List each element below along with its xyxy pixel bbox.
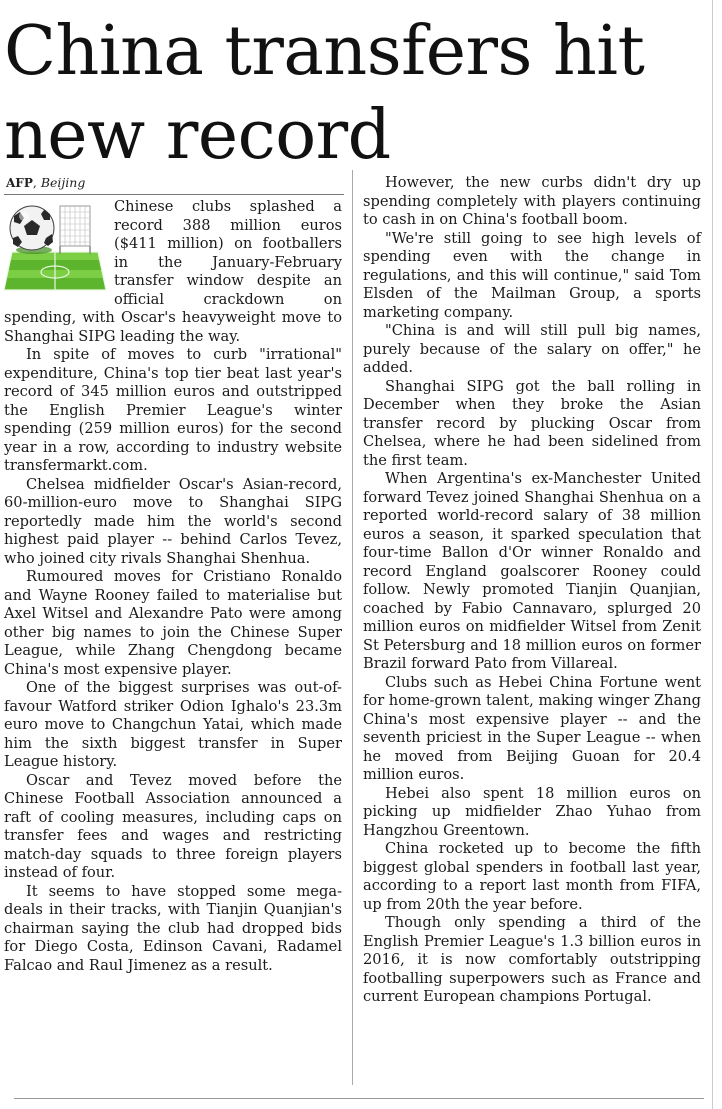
paragraph: Clubs such as Hebei China Fortune went for home-grown talent, making winger Zhang China's most expensive player -- and the seventh priciest in the Super League -- when he moved from Beijing Guoan for 20.4 million euros. [363,673,702,783]
paragraph: Oscar and Tevez moved before the Chinese Football Association announced a raft of cooling measures, including caps on transfer fees and wages and restricting match-day squads to three foreign players instead of four. [4,771,342,881]
left-column [4,198,342,975]
paragraph: However, the new curbs didn't dry up spending completely with players continuing to cash in on China's football boom. [363,174,701,228]
paragraph: Chinese clubs splashed a record 388 million euros ($411 million) on footballers in the January-February transfer window despite an official crackdown on spending, with Oscar's heavyweight move to Shanghai SIPG leading the way. [4,198,342,345]
byline-separator: , [32,175,41,190]
paragraph: When Argentina's ex-Manchester United forward Tevez joined Shanghai Shenhua on a reported world-record salary of 38 million euros a season, it sparked speculation that four-time Ballon d'Or winner Ronaldo and record England goalscorer Rooney could follow. Newly promoted Tianjin Quanjian, coached by Fabio Cannavaro, splurged 20 million euros on midfielder Witsel from Zenit St Petersburg and 18 million euros on former Brazil forward Pato from Villareal. [363,470,701,672]
paragraph: One of the biggest surprises was out-of-favour Watford striker Odion Ighalo's 23.3m euro move to Changchun Yatai, which made him the sixth biggest transfer in Super League history. [4,679,342,770]
paragraph: China rocketed up to become the fifth biggest global spenders in football last year, according to a report last month from FIFA, up from 20th the year before. [363,840,701,913]
paragraph: "China is and will still pull big names, purely because of the salary on offer," he added. [363,322,701,376]
bottom-rule [14,1098,704,1099]
right-column [363,174,701,1007]
paragraph: In spite of moves to curb "irrational" expenditure, China's top tier beat last year's record of 345 million euros and outstripped the English Premier League's winter spending (259 million euros) for the second year in a row, according to industry website transfermarkt.com. [4,346,342,474]
byline [6,175,85,190]
football-on-pitch-icon [4,200,106,292]
page-edge-rule [712,0,713,1109]
byline-rule [4,194,344,195]
headline: China transfers hit new record [4,12,645,175]
paragraph: Rumoured moves for Cristiano Ronaldo and Wayne Rooney failed to materialise but Axel Witsel and Alexandre Pato were among other big names to join the Chinese Super League, while Zhang Chengdong became China's most expensive player. [4,568,342,678]
column-divider [352,170,353,1085]
byline-city: Beijing [40,175,86,190]
paragraph: Hebei also spent 18 million euros on picking up midfielder Zhao Yuhao from Hangzhou Greentown. [363,784,701,839]
paragraph: Shanghai SIPG got the ball rolling in December when they broke the Asian transfer record by plucking Oscar from Chelsea, where he had been sidelined from the first team. [363,377,701,469]
paragraph: It seems to have stopped some mega-deals in their tracks, with Tianjin Quanjian's chairman saying the club had dropped bids for Diego Costa, Edinson Cavani, Radamel Falcao and Raul Jimenez as a result. [4,882,342,974]
paragraph: Chelsea midfielder Oscar's Asian-record, 60-million-euro move to Shanghai SIPG reportedly made him the world's second highest paid player -- behind Carlos Tevez, who joined city rivals Shanghai Shenhua. [4,475,342,567]
paragraph: "We're still going to see high levels of spending even with the change in regulations, and this will continue," said Tom Elsden of the Mailman Group, a sports marketing company. [363,229,701,321]
byline-agency: AFP [6,176,33,190]
paragraph: Though only spending a third of the English Premier League's 1.3 billion euros in 2016, it is now comfortably outstripping footballing superpowers such as France and current European champions Portugal. [363,914,701,1005]
